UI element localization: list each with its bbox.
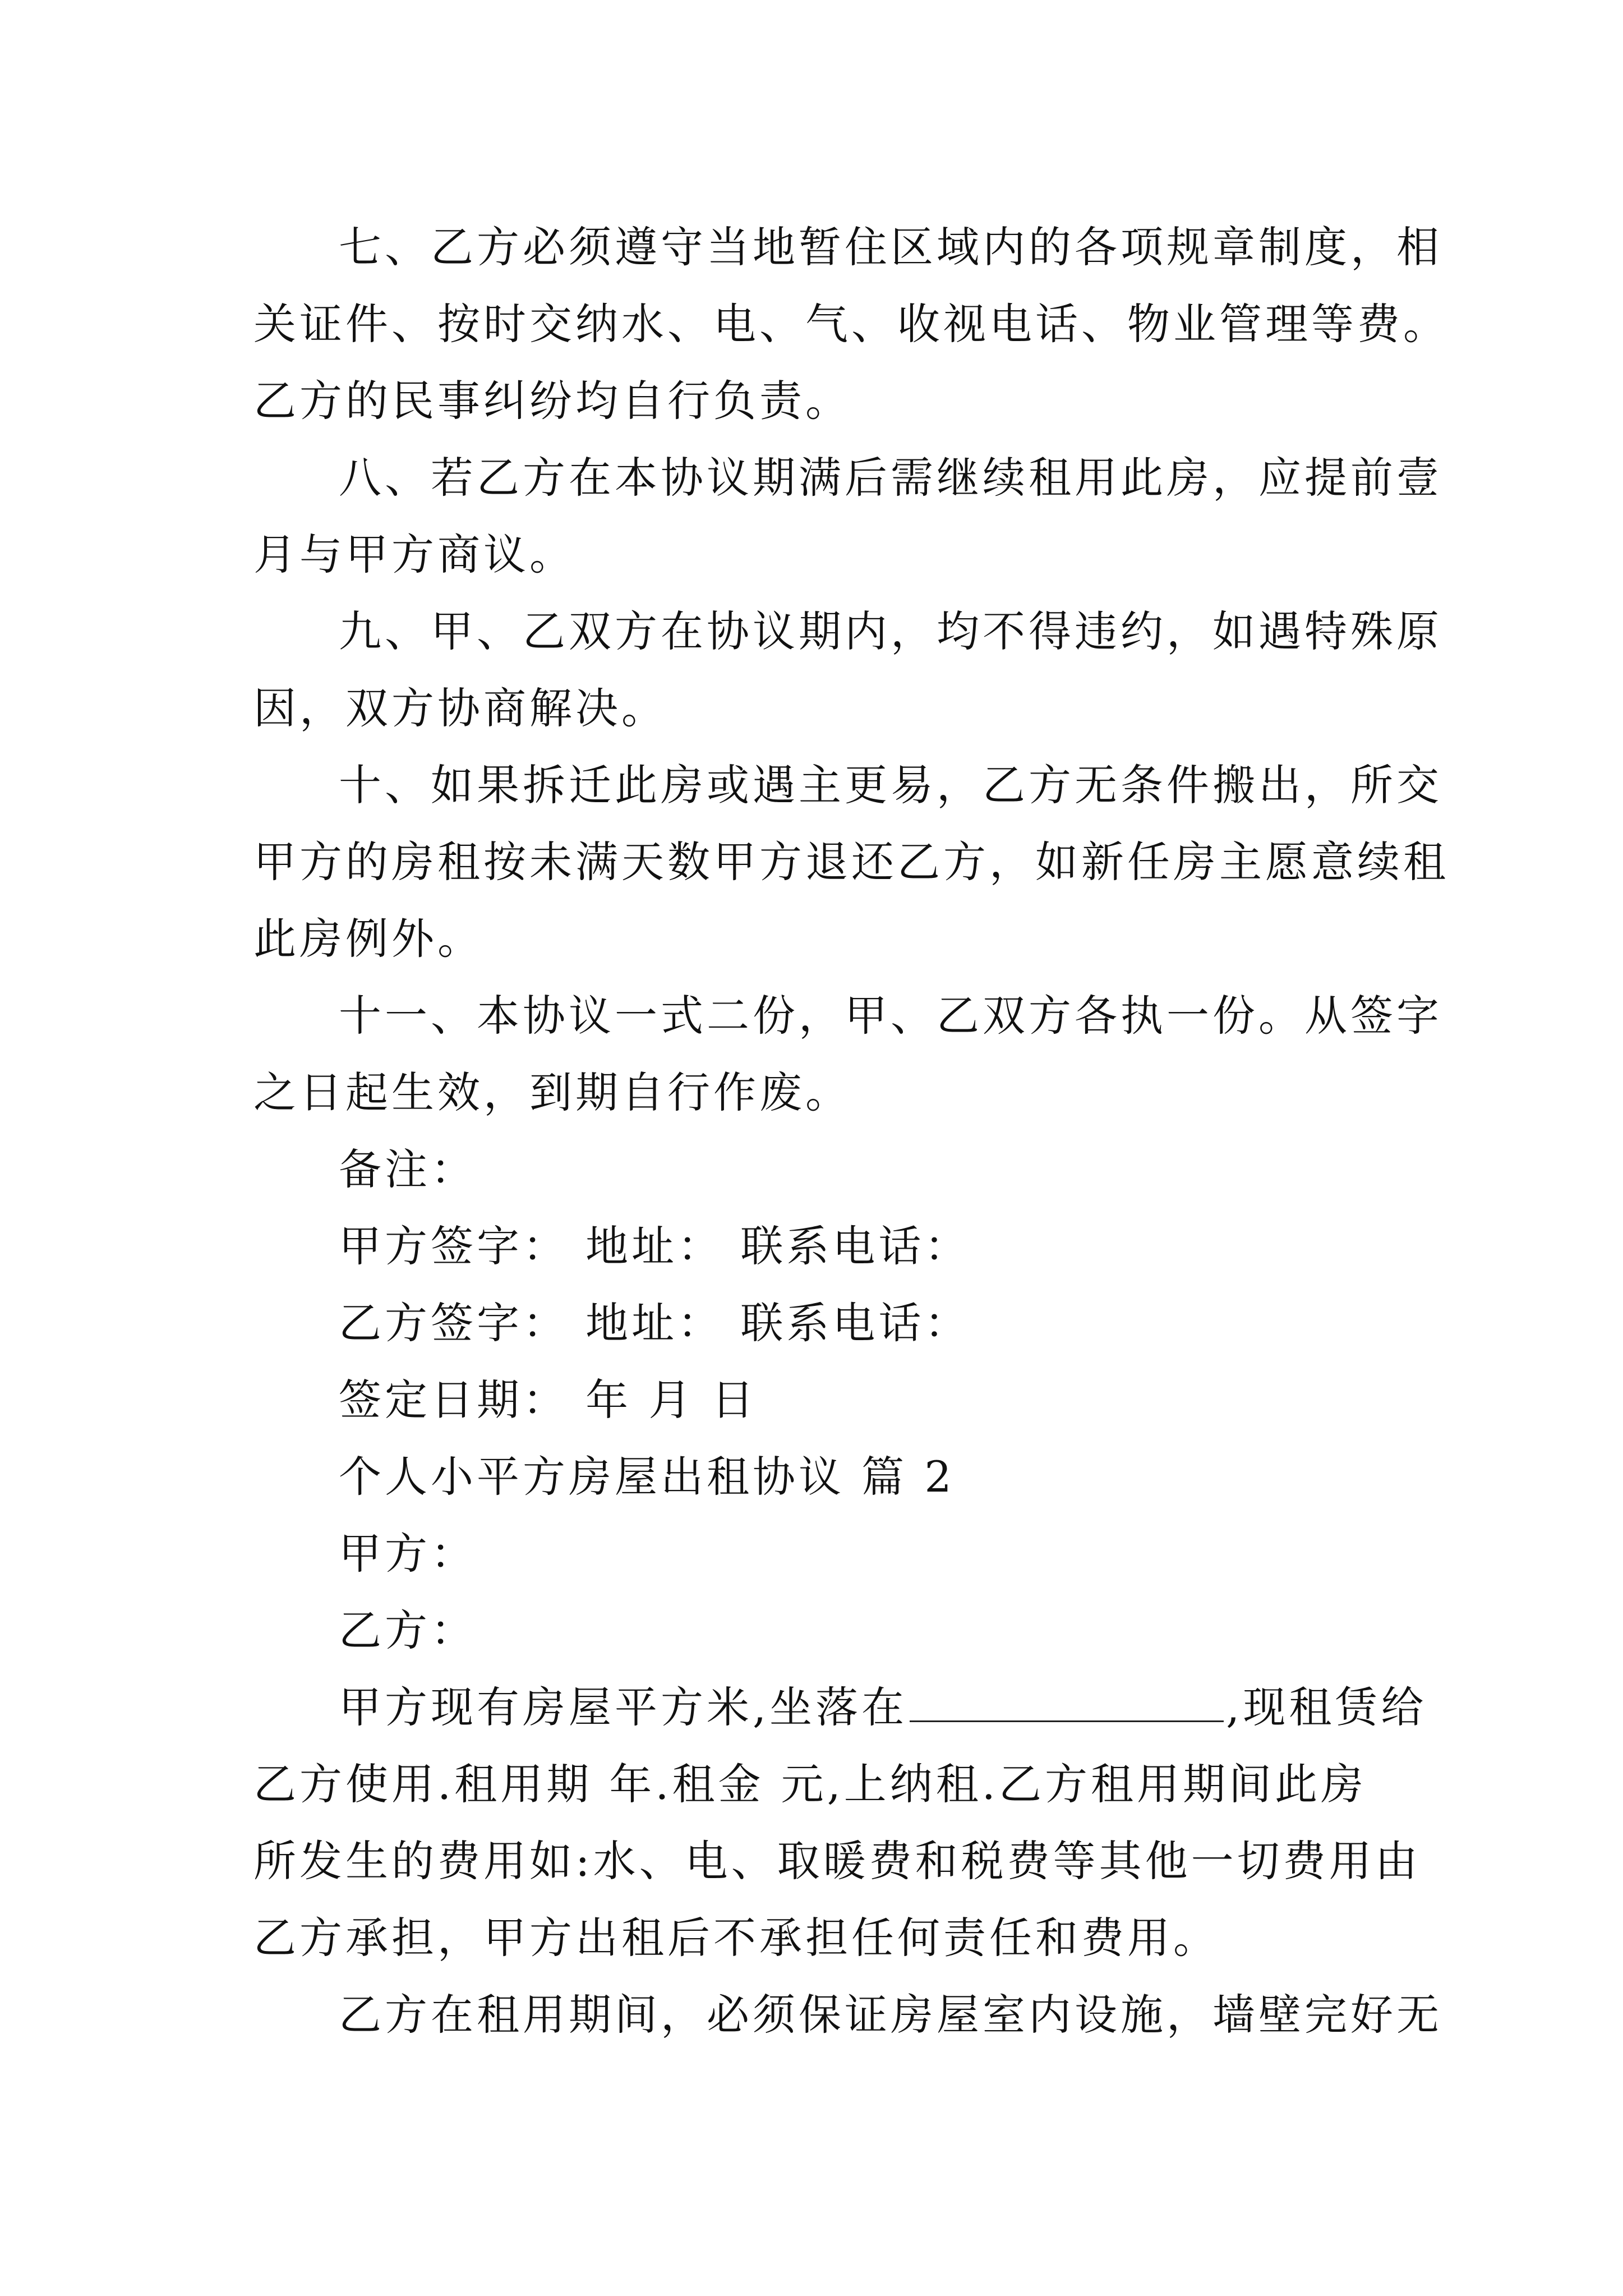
remarks-label: 备注： [339, 1144, 477, 1194]
rental-terms-line-1 [253, 1669, 1427, 1746]
section-heading: 个人小平方房屋出租协议 篇 2 [339, 1452, 955, 1502]
clause-8-line-1: 八、若乙方在本协议期满后需继续租用此房，应提前壹 [339, 453, 1442, 503]
party-b-signature-line: 乙方签字： 地址： 联系电话： [339, 1298, 971, 1348]
maintenance-line-1: 乙方在租用期间，必须保证房屋室内设施，墙壁完好无 [339, 1990, 1442, 2040]
clause-9-line-1: 九、甲、乙双方在协议期内，均不得违约，如遇特殊原 [339, 606, 1442, 656]
clause-7-line-1: 七、乙方必须遵守当地暂住区域内的各项规章制度，相 [339, 222, 1442, 272]
party-a-signature-line: 甲方签字： 地址： 联系电话： [339, 1221, 971, 1271]
signing-date-line: 签定日期： 年 月 日 [339, 1375, 758, 1425]
location-blank [910, 1687, 1224, 1722]
party-a-label: 甲方： [339, 1529, 477, 1579]
clause-7-line-2: 关证件、按时交纳水、电、气、收视电话、物业管理等费。 [253, 299, 1449, 349]
rental-terms-line-3: 所发生的费用如:水、电、取暖费和税费等其他一切费用由 [253, 1836, 1421, 1886]
party-b-label: 乙方： [339, 1605, 477, 1655]
document-page [253, 209, 1449, 2053]
rental-terms-line-4: 乙方承担，甲方出租后不承担任何责任和费用。 [253, 1913, 1219, 1963]
clause-9-line-2: 因，双方协商解决。 [253, 683, 667, 733]
rental-terms-line-2: 乙方使用.租用期 年.租金 元,上纳租.乙方租用期间此房 [253, 1759, 1367, 1809]
rental-terms-text-after-blank: ,现租赁给 [1226, 1682, 1427, 1732]
clause-11-line-2: 之日起生效，到期自行作废。 [253, 1068, 851, 1117]
rental-terms-text-before-blank: 甲方现有房屋平方米,坐落在 [339, 1682, 908, 1732]
clause-11-line-1: 十一、本协议一式二份，甲、乙双方各执一份。从签字 [339, 991, 1442, 1041]
clause-10-line-2: 甲方的房租按未满天数甲方退还乙方，如新任房主愿意续租 [253, 837, 1449, 887]
clause-7-line-3: 乙方的民事纠纷均自行负责。 [253, 376, 851, 426]
clause-10-line-3: 此房例外。 [253, 914, 483, 964]
clause-10-line-1: 十、如果拆迁此房或遇主更易，乙方无条件搬出，所交 [339, 760, 1442, 810]
clause-8-line-2: 月与甲方商议。 [253, 530, 575, 579]
